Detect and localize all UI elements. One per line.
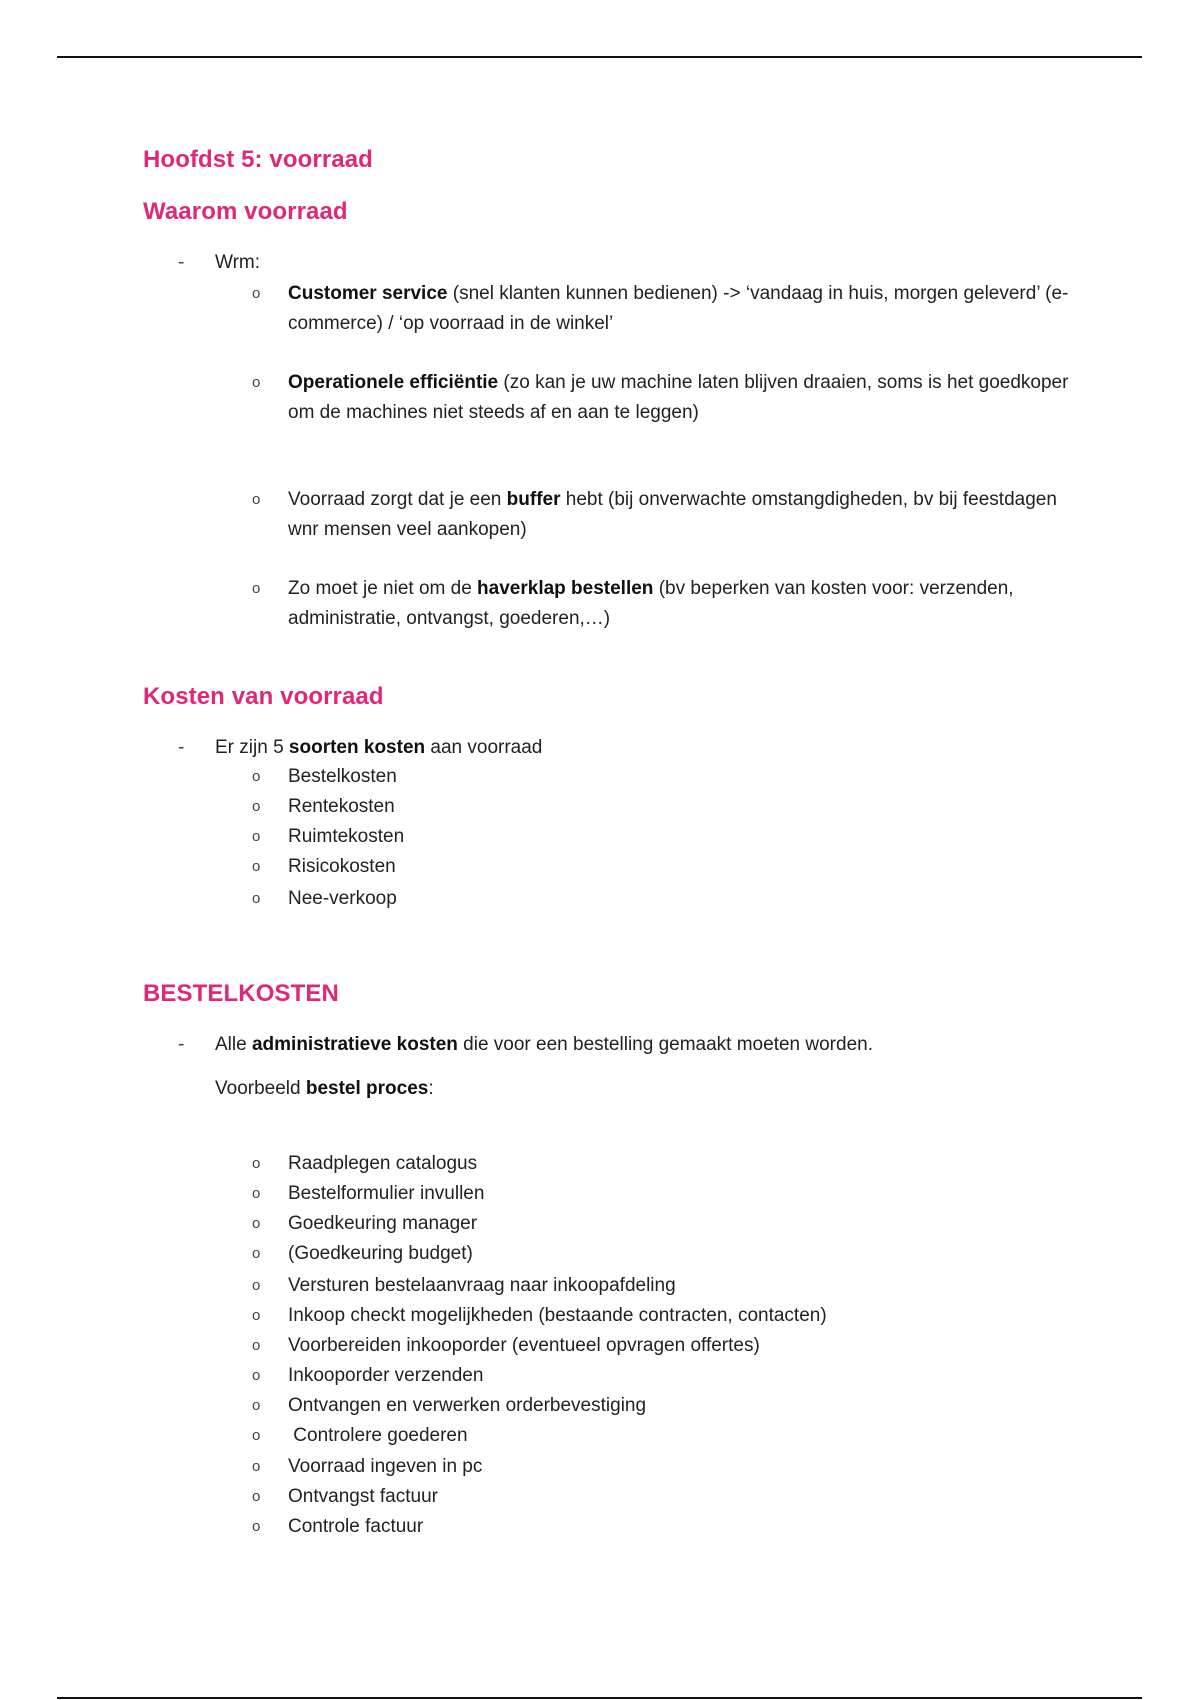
step-text: Bestelformulier invullen [288,1183,485,1204]
circle-bullet: o [252,1367,261,1384]
circle-bullet: o [252,1518,261,1535]
dash-bullet: - [178,252,185,273]
reason-bold: Customer service [288,283,448,304]
section-title-waarom: Waarom voorraad [143,198,348,225]
circle-bullet: o [252,890,261,907]
reason-rest: (snel klanten kunnen bedienen) -> ‘vandaag in huis, morgen geleverd’ (e-commerce) / ‘op voorraad in de winkel’ [288,283,1069,334]
circle-bullet: o [252,580,261,597]
circle-bullet: o [252,858,261,875]
step-text: Controle factuur [288,1516,424,1537]
wrm-label: Wrm: [215,252,261,273]
circle-bullet: o [252,1245,261,1262]
kosten-intro-bold: soorten kosten [288,737,426,758]
circle-bullet: o [252,1337,261,1354]
step-text: Controlere goederen [288,1425,468,1446]
step-text: Voorraad ingeven in pc [288,1456,483,1477]
step-text: Inkooporder verzenden [288,1365,484,1386]
circle-bullet: o [252,285,261,302]
section-title-kosten: Kosten van voorraad [143,683,384,710]
cost-type: Bestelkosten [288,766,397,787]
dash-bullet: - [178,737,185,758]
reason-text [288,485,1078,545]
circle-bullet: o [252,491,261,508]
chapter-title: Hoofdst 5: voorraad [143,146,373,173]
step-text: Voorbereiden inkooporder (eventueel opvragen offertes) [288,1335,760,1356]
circle-bullet: o [252,1215,261,1232]
step-text: Ontvangst factuur [288,1486,438,1507]
circle-bullet: o [252,1397,261,1414]
reason-rest: hebt (bij onverwachte omstangdigheden, bv bij feestdagen wnr mensen veel aankopen) [288,489,1057,540]
reason-bold: haverklap bestellen [477,578,654,599]
cost-type: Risicokosten [288,856,396,877]
reason-bold: buffer [506,489,561,510]
bestel-intro-bold: administratieve kosten [251,1034,458,1055]
step-text: Raadplegen catalogus [288,1153,478,1174]
kosten-intro: Er zijn 5 soorten kosten aan voorraad [215,737,543,758]
footer-rule [57,1697,1142,1699]
circle-bullet: o [252,798,261,815]
circle-bullet: o [252,768,261,785]
reason-text [288,574,1078,634]
cost-type: Rentekosten [288,796,395,817]
reason-pre: Zo moet je niet om de [288,578,478,599]
example-line: Voorbeeld bestel proces: [215,1078,434,1099]
section-title-bestelkosten: BESTELKOSTEN [143,980,339,1007]
example-bold: bestel proces [305,1078,429,1099]
step-text: Inkoop checkt mogelijkheden (bestaande contracten, contacten) [288,1305,827,1326]
circle-bullet: o [252,828,261,845]
reason-rest: (bv beperken van kosten voor: verzenden, administratie, ontvangst, goederen,…) [288,578,1014,629]
step-text: Versturen bestelaanvraag naar inkoopafdeling [288,1275,676,1296]
circle-bullet: o [252,1458,261,1475]
header-rule [57,56,1142,58]
reason-pre: Voorraad zorgt dat je een [288,489,507,510]
reason-text [288,368,1078,428]
reason-rest: (zo kan je uw machine laten blijven draaien, soms is het goedkoper om de machines niet steeds af en aan te leggen) [288,372,1069,423]
circle-bullet: o [252,1307,261,1324]
reason-bold: Operationele efficiëntie [288,372,499,393]
circle-bullet: o [252,1427,261,1444]
circle-bullet: o [252,1185,261,1202]
circle-bullet: o [252,1488,261,1505]
reason-text [288,279,1078,339]
circle-bullet: o [252,1277,261,1294]
step-text: (Goedkeuring budget) [288,1243,473,1264]
circle-bullet: o [252,374,261,391]
bestel-intro: Alle administratieve kosten die voor een bestelling gemaakt moeten worden. [215,1034,873,1055]
step-text: Goedkeuring manager [288,1213,478,1234]
cost-type: Nee-verkoop [288,888,397,909]
step-text: Ontvangen en verwerken orderbevestiging [288,1395,647,1416]
cost-type: Ruimtekosten [288,826,405,847]
dash-bullet: - [178,1034,185,1055]
circle-bullet: o [252,1155,261,1172]
